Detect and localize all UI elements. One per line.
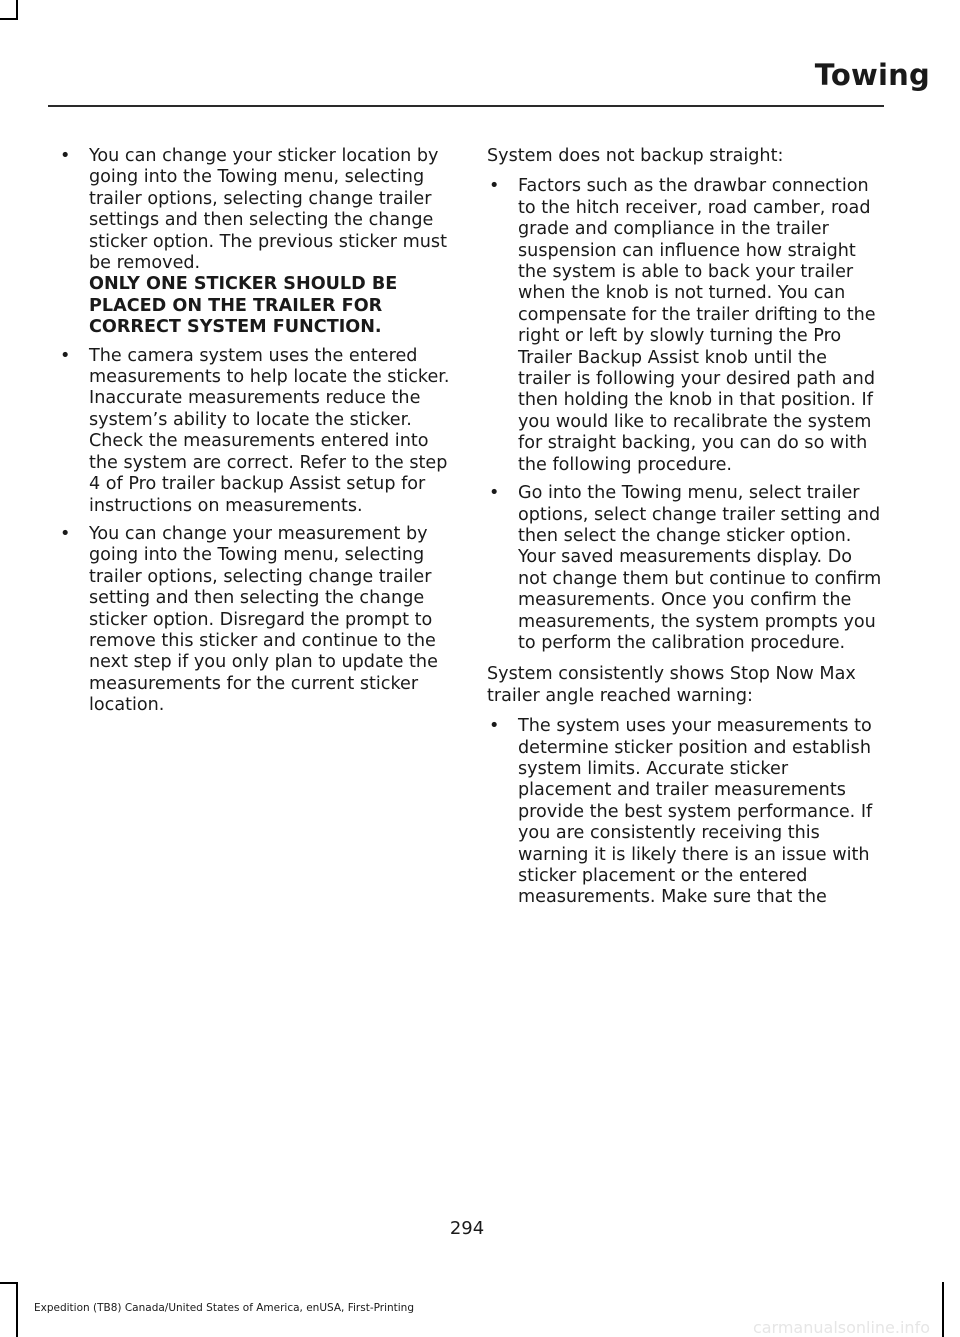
left-column [58, 146, 450, 724]
crop-mark-top-left [16, 0, 18, 20]
crop-mark-bottom-left-h [0, 1282, 18, 1284]
list-item [58, 346, 450, 517]
list-item [487, 176, 883, 476]
crop-mark-bottom-left [16, 1282, 18, 1337]
left-bullet-list [58, 146, 450, 717]
right-column [487, 146, 883, 919]
header-rule [48, 105, 884, 107]
list-item-text: Factors such as the drawbar connection to the hitch receiver, road camber, road grade and compliance in the trailer suspension can influence how straight the system is able to back your trailer when the knob is not turned. You can compensate for the trailer drifting to the right or left by slowly turning the Pro Trailer Backup Assist knob until the trailer is following your desired path and then holding the knob in that position. If you would like to recalibrate the system for straight backing, you can do so with the following procedure. [518, 176, 876, 475]
footer-text: Expedition (TB8) Canada/United States of America, enUSA, First-Printing [34, 1302, 415, 1314]
bullet-icon: • [60, 345, 71, 366]
bullet-icon: • [489, 483, 500, 504]
list-item [487, 483, 883, 654]
page-number: 294 [449, 1218, 485, 1239]
list-item [487, 716, 883, 909]
crop-mark-bottom-right [942, 1282, 944, 1337]
bullet-icon: • [60, 146, 71, 166]
list-item [58, 524, 450, 717]
crop-mark-top-left-h [0, 18, 18, 20]
list-item-text: Go into the Towing menu, select trailer options, select change trailer setting and then select the change sticker option. Your saved measurements display. Do not change them but continue to confirm measurements. Once you confirm the measurements, the system prompts you to perform the calibration procedure. [518, 483, 882, 653]
page-title: Towing [814, 58, 930, 92]
list-item-text: You can change your measurement by going into the Towing menu, selecting trailer options, selecting change trailer setting and then selecting the change sticker option. Disregard the prompt to remove this sticker and continue to the next step if you only plan to update the measurements for the current sticker location. [89, 523, 438, 716]
right-bullet-list-1 [487, 176, 883, 654]
list-item-text: You can change your sticker location by going into the Towing menu, selecting trailer options, selecting change trailer settings and then selecting the change sticker option. The previous sticker must be removed. [89, 146, 447, 274]
list-item-text: The camera system uses the entered measurements to help locate the sticker. Inaccurate measurements reduce the system’s ability to locate the sticker. Check the measurements entered into the system are correct. Refer to the step 4 of Pro trailer backup Assist setup for instructions on measurements. [89, 345, 450, 516]
list-item-text: The system uses your measurements to determine sticker position and establish system limits. Accurate sticker placement and trailer measurements provide the best system performance. If you are consistently receiving this warning it is likely there is an issue with sticker placement or the entered measurements. Make sure that the [518, 716, 873, 908]
list-item [58, 146, 450, 339]
bullet-icon: • [489, 716, 500, 737]
right-bullet-list-2 [487, 716, 883, 909]
watermark: carmanualsonline.info [752, 1318, 930, 1337]
section-heading-backup-straight: System does not backup straight: [487, 146, 784, 166]
warning-text: ONLY ONE STICKER SHOULD BE PLACED ON THE TRAILER FOR CORRECT SYSTEM FUNCTION. [89, 274, 398, 338]
bullet-icon: • [60, 523, 71, 544]
section-heading-max-angle: System consistently shows Stop Now Max trailer angle reached warning: [487, 664, 856, 706]
bullet-icon: • [489, 176, 500, 197]
